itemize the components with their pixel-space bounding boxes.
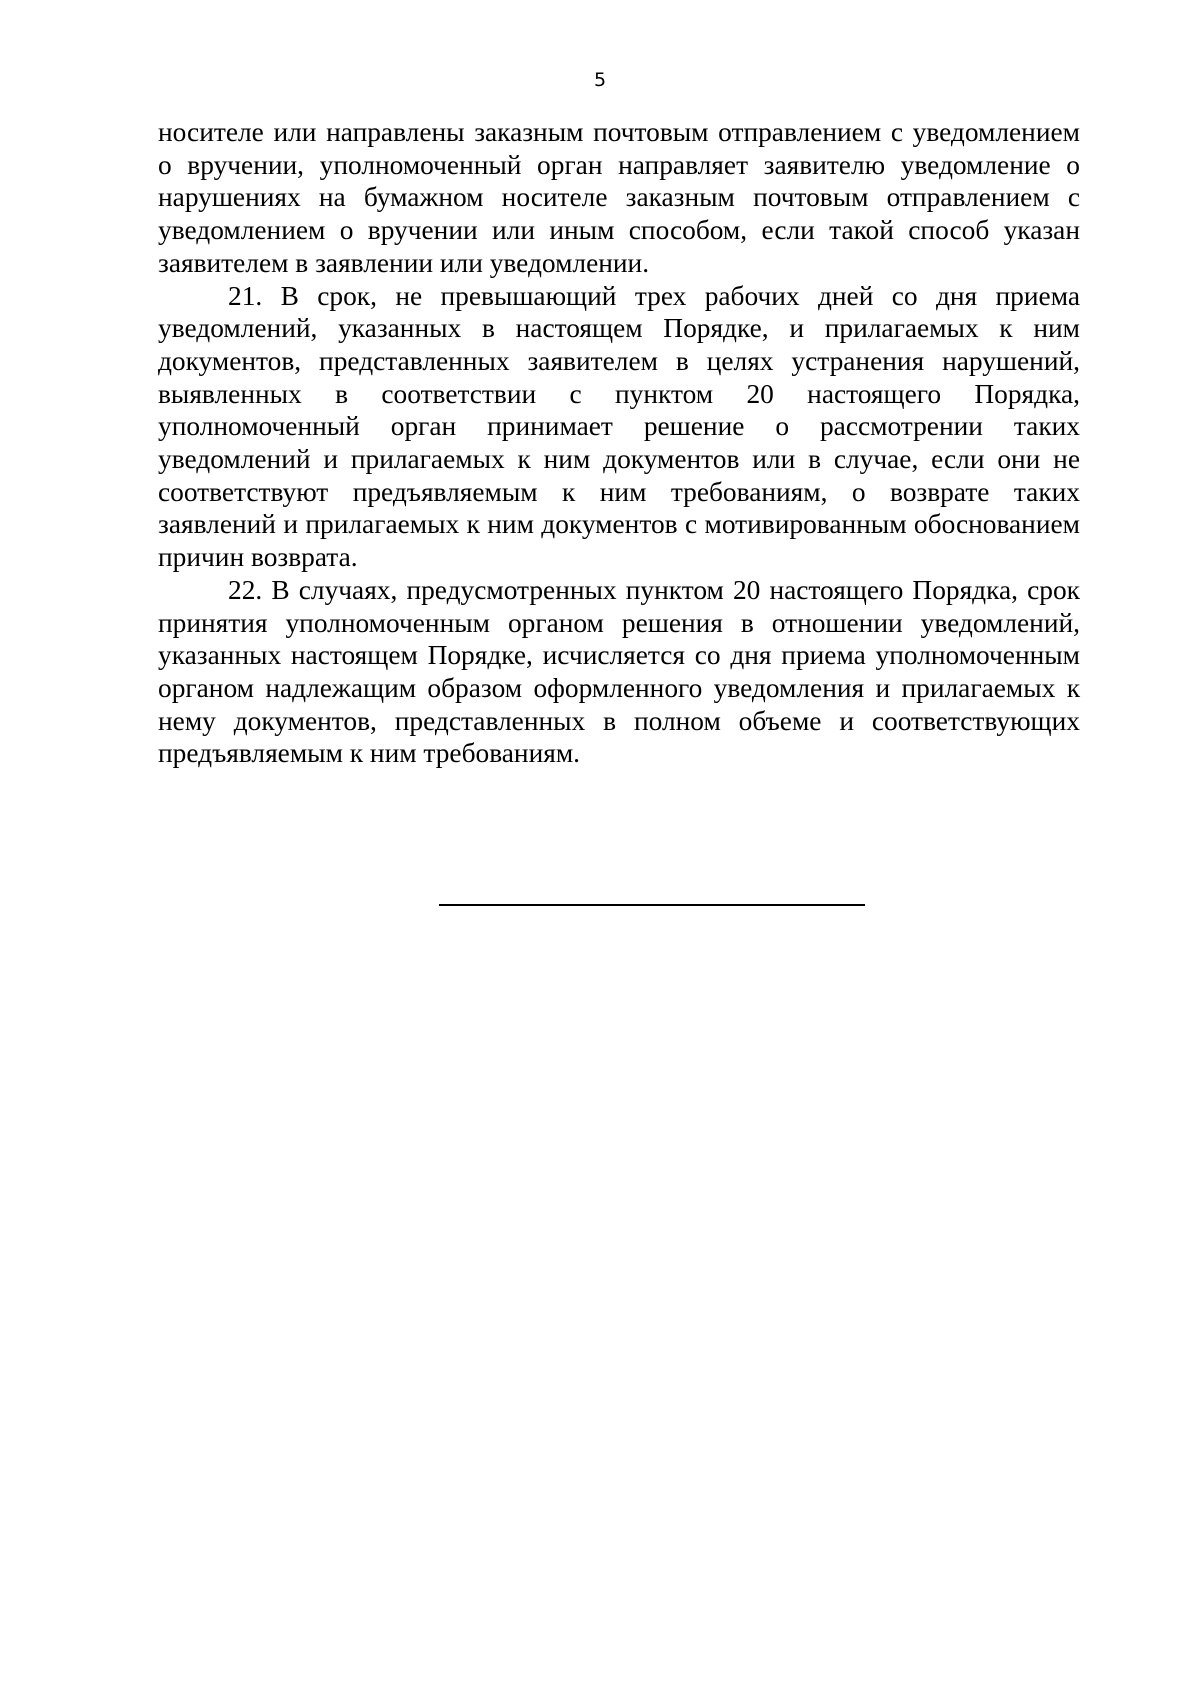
paragraph-continuation: носителе или направлены заказным почтовым отправлением с уведомлением о вручении, уполномоченный орган направляет заявителю уведомление о нарушениях на бумажном носителе заказным почтовым отправлением с уведомлением о вручении или иным способом, если такой способ указан заявителем в заявлении или уведомлении. — [158, 117, 1080, 278]
paragraph-item-21: 21. В срок, не превышающий трех рабочих дней со дня приема уведомлений, указанных в настоящем Порядке, и прилагаемых к ним документов, представленных заявителем в целях устранения нарушений, выявленных в соответствии с пунктом 20 настоящего Порядка, уполномоченный орган принимает решение о рассмотрении таких уведомлений и прилагаемых к ним документов или в случае, если они не соответствуют предъявляемым к ним требованиям, о возврате таких заявлений и прилагаемых к ним документов с мотивированным обоснованием причин возврата. — [158, 280, 1080, 573]
page-number: 5 — [593, 69, 607, 91]
closing-separator-line — [439, 904, 865, 906]
document-body — [158, 116, 1080, 770]
paragraph-item-22: 22. В случаях, предусмотренных пунктом 20 настоящего Порядка, срок принятия уполномоченным органом решения в отношении уведомлений, указанных настоящем Порядке, исчисляется со дня приема уполномоченным органом надлежащим образом оформленного уведомления и прилагаемых к нему документов, представленных в полном объеме и соответствующих предъявляемым к ним требованиям. — [158, 574, 1080, 769]
